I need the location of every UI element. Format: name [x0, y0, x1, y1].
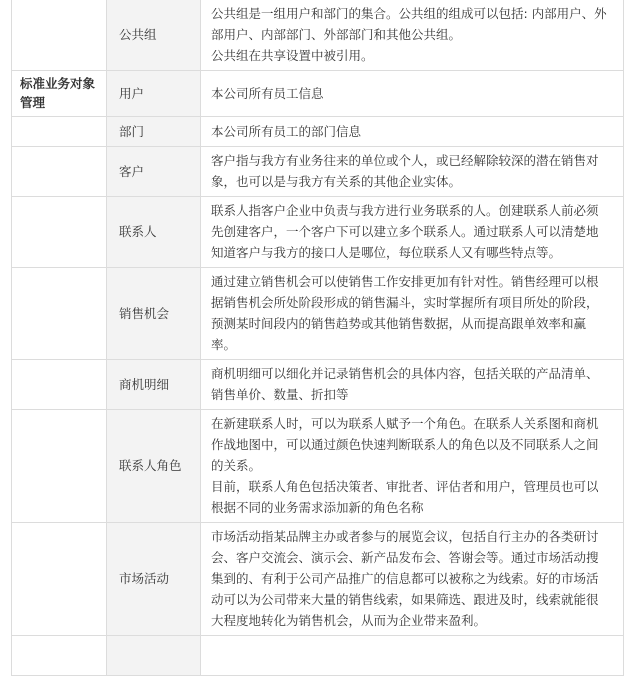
- table-row: [12, 197, 624, 268]
- category-cell-empty: [12, 0, 107, 71]
- desc-line: 本公司所有员工信息: [211, 85, 324, 101]
- object-name-cell: 商机明细: [107, 360, 201, 410]
- object-desc-cell: [201, 523, 624, 636]
- category-cell-empty: [12, 360, 107, 410]
- object-desc-cell: [201, 410, 624, 523]
- object-desc-cell: [201, 71, 624, 117]
- object-name-cell: 联系人角色: [107, 410, 201, 523]
- table-row: [12, 360, 624, 410]
- object-desc-cell: [201, 0, 624, 71]
- category-cell-empty: [12, 410, 107, 523]
- object-name-cell: 客户: [107, 147, 201, 197]
- object-desc-cell: [201, 147, 624, 197]
- object-name-cell: 公共组: [107, 0, 201, 71]
- object-desc-cell: [201, 360, 624, 410]
- desc-line: 通过建立销售机会可以使销售工作安排更加有针对性。销售经理可以根据销售机会所处阶段形成的销售漏斗，实时掌握所有项目所处的阶段，预测某时间段内的销售趋势或其他销售数据，从而提高跟单效率和赢率。: [211, 274, 599, 352]
- desc-line: 商机明细可以细化并记录销售机会的具体内容，包括关联的产品清单、销售单价、数量、折扣等: [211, 366, 599, 402]
- table-row: [12, 0, 624, 71]
- table-row: [12, 410, 624, 523]
- desc-line: 本公司所有员工的部门信息: [211, 123, 362, 139]
- table-row: [12, 636, 624, 676]
- object-desc-cell: [201, 268, 624, 360]
- object-desc-cell: [201, 636, 624, 676]
- desc-line: 市场活动指某品牌主办或者参与的展览会议，包括自行主办的各类研讨会、客户交流会、演示会、新产品发布会、答谢会等。通过市场活动搜集到的、有利于公司产品推广的信息都可以被称之为线索。好的市场活动可以为公司带来大量的销售线索，如果筛选、跟进及时，线索就能很大程度地转化为销售机会，从而为企业带来盈利。: [211, 529, 599, 628]
- object-name-cell: 联系人: [107, 197, 201, 268]
- table-row: [12, 523, 624, 636]
- table-row: [12, 147, 624, 197]
- desc-line: 目前，联系人角色包括决策者、审批者、评估者和用户，管理员也可以根据不同的业务需求添加新的角色名称: [211, 479, 599, 515]
- desc-line: 客户指与我方有业务往来的单位或个人，或已经解除较深的潜在销售对象，也可以是与我方有关系的其他企业实体。: [211, 153, 599, 189]
- desc-line: 在新建联系人时，可以为联系人赋予一个角色。在联系人关系图和商机作战地图中，可以通过颜色快速判断联系人的角色以及不同联系人之间的关系。: [211, 416, 599, 473]
- category-cell: 标准业务对象管理: [12, 71, 107, 117]
- category-cell-empty: [12, 636, 107, 676]
- object-name-cell: 部门: [107, 117, 201, 147]
- category-cell-empty: [12, 523, 107, 636]
- object-name-cell: [107, 636, 201, 676]
- table-row: [12, 117, 624, 147]
- category-cell-empty: [12, 117, 107, 147]
- object-name-cell: 市场活动: [107, 523, 201, 636]
- object-desc-cell: [201, 197, 624, 268]
- category-cell-empty: [12, 197, 107, 268]
- table-row: [12, 268, 624, 360]
- category-cell-empty: [12, 147, 107, 197]
- desc-line: 公共组是一组用户和部门的集合。公共组的组成可以包括: 内部用户、外部用户、内部部门、外部部门和其他公共组。: [211, 6, 607, 42]
- object-name-cell: 销售机会: [107, 268, 201, 360]
- object-desc-cell: [201, 117, 624, 147]
- category-cell-empty: [12, 268, 107, 360]
- business-object-table: [11, 0, 624, 676]
- business-object-table-container: [11, 0, 623, 628]
- table-row: [12, 71, 624, 117]
- desc-line: 公共组在共享设置中被引用。: [211, 48, 374, 63]
- object-name-cell: 用户: [107, 71, 201, 117]
- desc-line: 联系人指客户企业中负责与我方进行业务联系的人。创建联系人前必须先创建客户，一个客户下可以建立多个联系人。通过联系人可以清楚地知道客户与我方的接口人是哪位，每位联系人又有哪些特点等。: [211, 203, 599, 260]
